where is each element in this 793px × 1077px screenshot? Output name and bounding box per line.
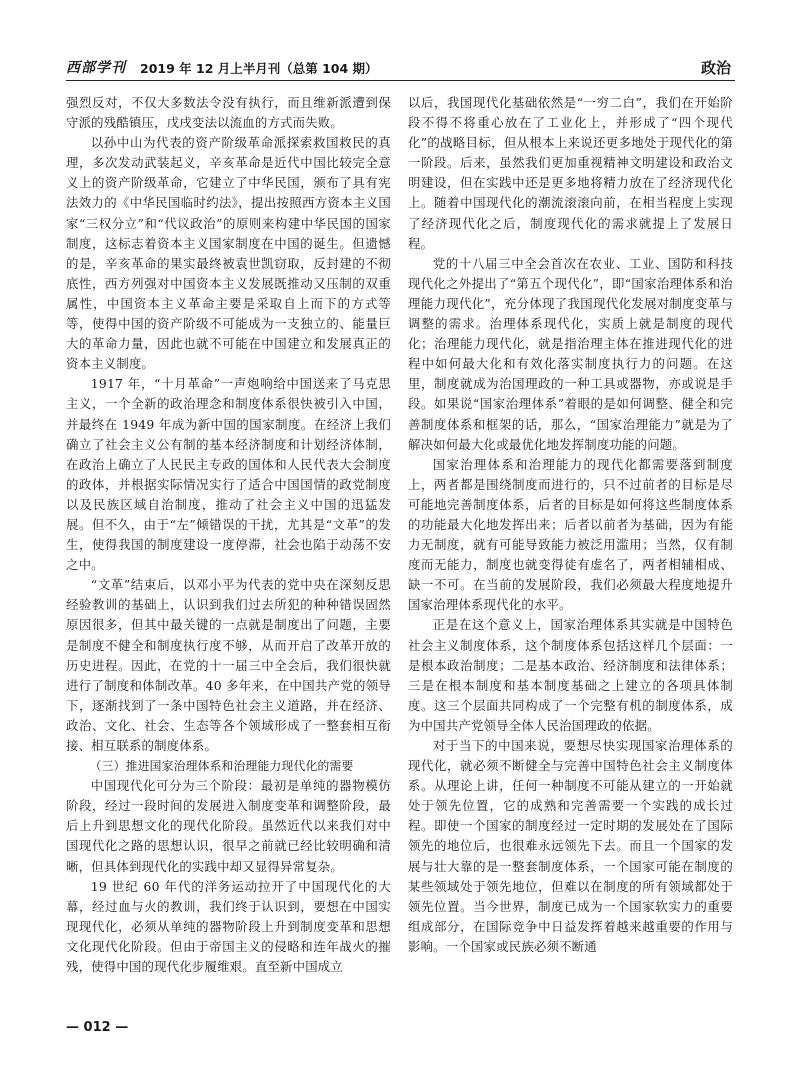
page-number: — 012 — (66, 1020, 129, 1035)
section-subheading: （三）推进国家治理体系和治理能力现代化的需要 (89, 759, 354, 774)
right-column (408, 93, 733, 957)
issue-info: 2019 年 12 月上半月刊（总第 104 期） (140, 61, 378, 76)
body-paragraph: 正是在这个意义上，国家治理体系其实就是中国特色社会主义制度体系，这个制度体系包括这样几个层面：一是根本政治制度；二是基本政治、经济制度和法律体系；三是在根本制度和基本制度基础之上建立的各项具体制度。这三个层面共同构成了一个完整有机的制度体系，成为中国共产党领导全体人民治国理政的依据。 (408, 617, 733, 733)
body-paragraph: 国家治理体系和治理能力的现代化都需要落到制度上，两者都是围绕制度而进行的，只不过前者的目标是尽可能地完善制度体系，后者的目标是如何将这些制度体系的功能最大化地发挥出来；后者以前者为基础，因为有能力无制度，就有可能导致能力被泛用滥用；当然，仅有制度而无能力，制度也就变得徒有虚名了，两者相辅相成、缺一不可。在当前的发展阶段，我们必须最大程度地提升国家治理体系现代化的水平。 (408, 456, 733, 613)
left-column (66, 93, 391, 977)
body-paragraph: 中国现代化可分为三个阶段：最初是单纯的器物模仿阶段，经过一段时间的发展进入制度变革和调整阶段，最后上升到思想文化的现代化阶段。虽然近代以来我们对中国现代化之路的思想认识，很早之前就已经比较明确和清晰，但具体到现代化的实践中却又显得异常复杂。 (66, 778, 391, 874)
journal-logo: 西部学刊 (66, 60, 126, 76)
body-paragraph: “文革”结束后，以邓小平为代表的党中央在深刻反思经验教训的基础上，认识到我们过去所犯的种种错误固然原因很多，但其中最关键的一点就是制度出了问题，主要是制度不健全和制度执行度不够，从而开启了改革开放的历史进程。因此，在党的十一届三中全会后，我们很快就进行了制度和体制改革。40 多年来，在中国共产党的领导下，逐渐找到了一条中国特色社会主义道路，并在经济、政治、文化、社会、生态等各个领域形成了一整套相互衔接、相互联系的制度体系。 (66, 577, 391, 753)
body-paragraph: 对于当下的中国来说，要想尽快实现国家治理体系的现代化，就必须不断健全与完善中国特色社会主义制度体系。从理论上讲，任何一种制度不可能从建立的一开始就处于领先位置，它的成熟和完善需要一个实践的成长过程。即使一个国家的制度经过一定时期的发展处在了国际领先的地位后，也很难永远领先下去。而且一个国家的发展与壮大靠的是一整套制度体系，一个国家可能在制度的某些领域处于领先地位，但难以在制度的所有领域都处于领先位置。当今世界，制度已成为一个国家软实力的重要组成部分，在国际竞争中日益发挥着越来越重要的作用与影响。一个国家或民族必须不断通 (408, 738, 733, 954)
body-paragraph: 以后，我国现代化基础依然是“一穷二白”，我们在开始阶段不得不将重心放在了工业化上，并形成了“四个现代化”的战略目标，但从根本上来说还更多地处于现代化的第一阶段。后来，虽然我们更加重视精神文明建设和政治文明建设，但在实践中还是更多地将精力放在了经济现代化上。随着中国现代化的潮流滚滚向前，在相当程度上实现了经济现代化之后，制度现代化的需求就提上了发展日程。 (408, 95, 733, 251)
body-paragraph: 党的十八届三中全会首次在农业、工业、国防和科技现代化之外提出了“第五个现代化”，即“国家治理体系和治理能力现代化”，充分体现了我国现代化发展对制度变革与调整的需求。治理体系现代化，实质上就是制度的现代化；治理能力现代化，就是指治理主体在推进现代化的进程中如何最大化和有效化落实制度执行力的问题。在这里，制度就成为治国理政的一种工具或器物，亦或说是手段。如果说“国家治理体系”着眼的是如何调整、健全和完善制度体系和框架的话，那么，“国家治理能力”就是为了解决如何最大化或最优化地发挥制度功能的问题。 (408, 255, 733, 452)
section-title: 政治 (700, 59, 731, 77)
body-paragraph: 1917 年，“十月革命”一声炮响给中国送来了马克思主义，一个全新的政治理念和制度体系很快被引入中国，并最终在 1949 年成为新中国的国家制度。在经济上我们确立了社会主义公有制的基本经济制度和计划经济体制，在政治上确立了人民民主专政的国体和人民代表大会制度的政体，并根据实际情况实行了适合中国国情的政党制度以及民族区域自治制度，推动了社会主义中国的迅猛发展。但不久，由于“左”倾错误的干扰，尤其是“文革”的发生，使得我国的制度建设一度停滞，社会也陷于动荡不安之中。 (66, 376, 391, 573)
body-paragraph: 强烈反对，不仅大多数法令没有执行，而且维新派遭到保守派的残酷镇压，戊戌变法以流血的方式而失败。 (66, 95, 391, 131)
page-header (66, 56, 735, 81)
body-paragraph: 以孙中山为代表的资产阶级革命派探索救国救民的真理，多次发动武装起义，辛亥革命是近代中国比较完全意义上的资产阶级革命，它建立了中华民国，颁布了具有宪法效力的《中华民国临时约法》，提出按照西方资本主义国家“三权分立”和“代议政治”的原则来构建中华民国的国家制度，这标志着资本主义国家制度在中国的诞生。但遗憾的是，辛亥革命的果实最终被袁世凯窃取，反封建的不彻底性，西方列强对中国资本主义发展既推动又压制的双重属性，中国资本主义革命主要是采取自上而下的方式等等，使得中国的资产阶级不可能成为一支独立的、能量巨大的革命力量，因此也就不可能在中国建立和发展真正的资本主义制度。 (66, 135, 391, 372)
body-paragraph: 19 世纪 60 年代的洋务运动拉开了中国现代化的大幕，经过血与火的教训，我们终于认识到，要想在中国实现现代化，必须从单纯的器物阶段上升到制度变革和思想文化现代化阶段。但由于帝国主义的侵略和连年战火的摧残，使得中国的现代化步履维艰。直至新中国成立 (66, 878, 391, 975)
